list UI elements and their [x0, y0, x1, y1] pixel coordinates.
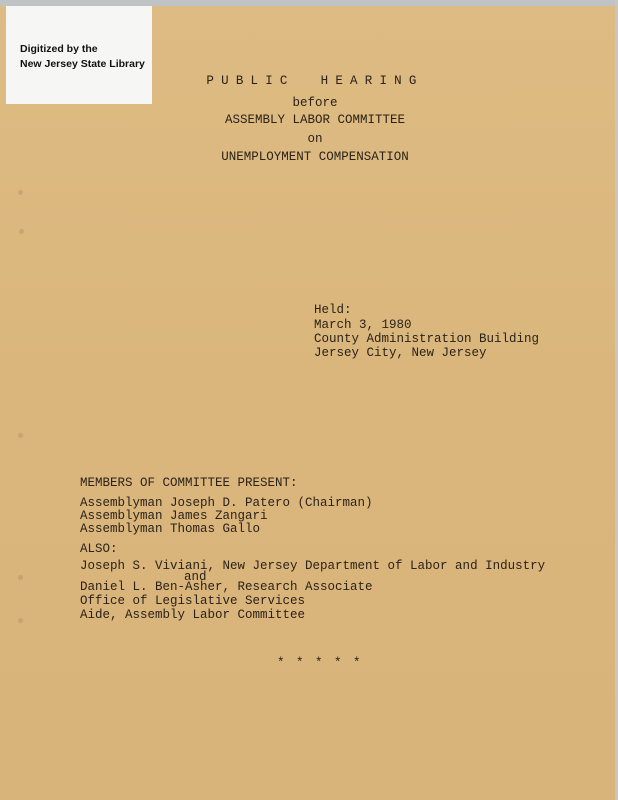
also-and: and — [184, 570, 207, 584]
member-2: Assemblyman James Zangari — [80, 509, 268, 523]
members-heading: MEMBERS OF COMMITTEE PRESENT: — [80, 476, 298, 490]
held-date: March 3, 1980 — [314, 318, 412, 332]
punch-mark — [18, 575, 23, 580]
title-line-2: before — [292, 96, 338, 110]
punch-mark — [18, 190, 23, 195]
also-heading: ALSO: — [80, 542, 118, 556]
also-line-4: Aide, Assembly Labor Committee — [80, 608, 306, 622]
title-word-hearing: HEARING — [320, 74, 424, 88]
footer-stars: * * * * * — [277, 656, 363, 670]
punch-mark — [19, 229, 24, 234]
member-1: Assemblyman Joseph D. Patero (Chairman) — [80, 496, 373, 510]
title-line-5: UNEMPLOYMENT COMPENSATION — [221, 150, 409, 164]
punch-mark — [18, 618, 23, 623]
punch-mark — [18, 433, 23, 438]
held-building: County Administration Building — [314, 332, 540, 346]
held-city: Jersey City, New Jersey — [314, 346, 487, 360]
title-line-4: on — [307, 132, 323, 146]
stamp-line-2: New Jersey State Library — [20, 58, 145, 70]
also-line-2: Daniel L. Ben-Asher, Research Associate — [80, 580, 373, 594]
held-label: Held: — [314, 303, 352, 317]
also-line-3: Office of Legislative Services — [80, 594, 306, 608]
member-3: Assemblyman Thomas Gallo — [80, 522, 261, 536]
title-line-3: ASSEMBLY LABOR COMMITTEE — [224, 113, 406, 127]
title-word-public: PUBLIC — [206, 74, 295, 88]
library-stamp — [6, 6, 152, 104]
stamp-line-1: Digitized by the — [20, 43, 98, 55]
also-line-1: Joseph S. Viviani, New Jersey Department of Labor and Industry — [80, 559, 546, 573]
title-line-1 — [0, 74, 618, 88]
